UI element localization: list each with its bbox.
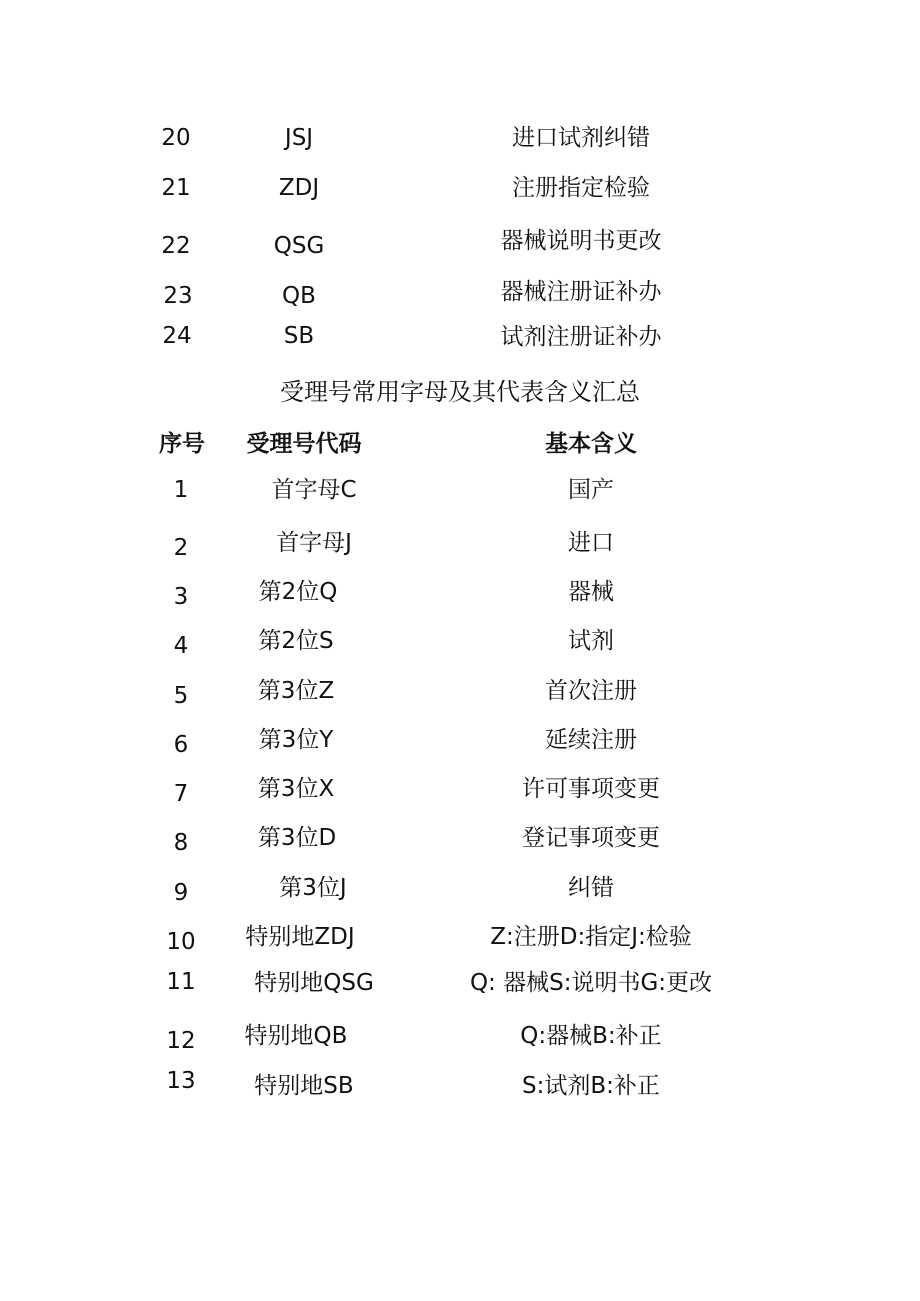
row-number: 12 <box>166 1028 196 1054</box>
row-code: 第3位Z <box>257 678 335 704</box>
row-number: 6 <box>173 732 189 758</box>
row-meaning: 进口试剂纠错 <box>512 125 650 151</box>
row-meaning: 登记事项变更 <box>522 825 660 851</box>
row-code: 第2位Q <box>258 579 338 605</box>
row-number: 2 <box>173 535 189 561</box>
row-meaning: Q:器械B:补正 <box>520 1023 662 1049</box>
row-number: 3 <box>173 584 189 610</box>
row-meaning: 器械 <box>568 579 614 605</box>
row-meaning: Z:注册D:指定J:检验 <box>490 924 692 950</box>
row-number: 22 <box>161 233 191 259</box>
row-meaning: 纠错 <box>568 875 614 901</box>
row-number: 5 <box>173 683 189 709</box>
row-code: JSJ <box>284 125 314 151</box>
row-code: 第3位D <box>257 825 337 851</box>
row-meaning: 器械说明书更改 <box>500 228 662 254</box>
row-meaning: S:试剂B:补正 <box>522 1073 660 1099</box>
row-code: 第2位S <box>258 628 334 654</box>
row-number: 13 <box>166 1068 196 1094</box>
row-number: 11 <box>166 969 196 995</box>
row-meaning: 首次注册 <box>545 678 637 704</box>
row-number: 4 <box>173 633 189 659</box>
row-number: 21 <box>161 175 191 201</box>
row-meaning: 进口 <box>568 530 614 556</box>
row-code: 特别地SB <box>254 1073 354 1099</box>
row-number: 23 <box>163 283 193 309</box>
row-meaning: 国产 <box>568 477 614 503</box>
row-code: 第3位J <box>279 875 347 901</box>
row-code: 第3位X <box>257 776 335 802</box>
header-number: 序号 <box>159 431 205 457</box>
row-meaning: 许可事项变更 <box>522 776 660 802</box>
row-number: 24 <box>162 323 192 349</box>
row-number: 10 <box>166 929 196 955</box>
row-meaning: 延续注册 <box>545 727 637 753</box>
row-code: 特别地QSG <box>254 970 374 996</box>
row-meaning: 注册指定检验 <box>512 175 650 201</box>
table-title: 受理号常用字母及其代表含义汇总 <box>280 378 640 406</box>
row-code: 特别地QB <box>244 1023 348 1049</box>
row-code: 首字母C <box>271 477 357 503</box>
row-meaning: 试剂 <box>568 628 614 654</box>
row-code: ZDJ <box>278 175 320 201</box>
row-number: 7 <box>173 781 189 807</box>
row-meaning: 试剂注册证补办 <box>500 324 662 350</box>
row-meaning: 器械注册证补办 <box>500 279 662 305</box>
row-code: SB <box>283 323 315 349</box>
row-code: 特别地ZDJ <box>245 924 355 950</box>
row-code: QSG <box>273 233 325 259</box>
row-number: 1 <box>173 477 189 503</box>
header-code: 受理号代码 <box>246 431 362 457</box>
row-meaning: Q: 器械S:说明书G:更改 <box>469 970 713 996</box>
row-code: 首字母J <box>276 530 352 556</box>
row-number: 20 <box>161 125 191 151</box>
row-code: QB <box>282 283 316 309</box>
header-meaning: 基本含义 <box>545 431 637 457</box>
row-code: 第3位Y <box>258 727 334 753</box>
row-number: 9 <box>173 880 189 906</box>
row-number: 8 <box>173 830 189 856</box>
